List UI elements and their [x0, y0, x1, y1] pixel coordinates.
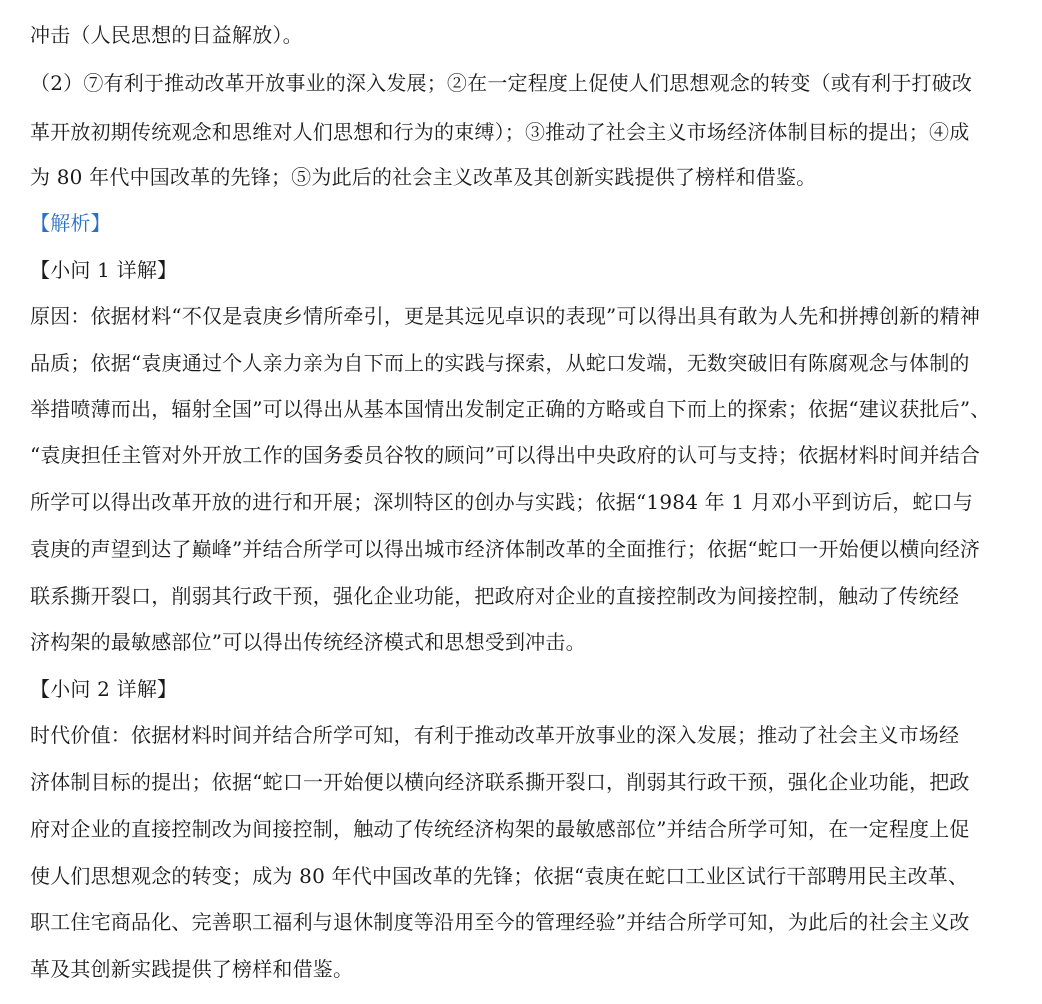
- analysis-heading: 【解析】: [30, 211, 111, 235]
- explanation-2-line-2: 济体制目标的提出；依据“蛇口一开始便以横向经济联系撕开裂口，削弱其行政干预，强化企业功能，把政: [30, 770, 970, 794]
- explanation-1-line-7: 联系撕开裂口，削弱其行政干预，强化企业功能，把政府对企业的直接控制改为间接控制，触动了传统经: [30, 584, 960, 608]
- explanation-1-line-5: 所学可以得出改革开放的进行和开展；深圳特区的创办与实践；依据“1984 年 1 月邓小平到访后，蛇口与: [30, 490, 974, 514]
- subquestion-1-heading: 【小问 1 详解】: [30, 258, 178, 282]
- answer-line-3: 革开放初期传统观念和思维对人们思想和行为的束缚）；③推动了社会主义市场经济体制目标的提出；④成: [30, 120, 970, 144]
- explanation-2-line-4: 使人们思想观念的转变；成为 80 年代中国改革的先锋；依据“袁庚在蛇口工业区试行干部聘用民主改革、: [30, 864, 969, 888]
- explanation-1-line-6: 袁庚的声望到达了巅峰”并结合所学可以得出城市经济体制改革的全面推行；依据“蛇口一开始便以横向经济: [30, 537, 981, 561]
- explanation-2-line-3: 府对企业的直接控制改为间接控制，触动了传统经济构架的最敏感部位”并结合所学可知，在一定程度上促: [30, 817, 970, 841]
- explanation-1-line-2: 品质；依据“袁庚通过个人亲力亲为自下而上的实践与探索，从蛇口发端，无数突破旧有陈腐观念与体制的: [30, 351, 970, 375]
- explanation-1-line-8: 济构架的最敏感部位”可以得出传统经济模式和思想受到冲击。: [30, 630, 586, 654]
- explanation-2-line-1: 时代价值：依据材料时间并结合所学可知，有利于推动改革开放事业的深入发展；推动了社会主义市场经: [30, 723, 960, 747]
- answer-line-1: 冲击（人民思想的日益解放）。: [30, 23, 303, 47]
- explanation-2-line-6: 革及其创新实践提供了榜样和借鉴。: [30, 957, 354, 981]
- subquestion-2-heading: 【小问 2 详解】: [30, 677, 178, 701]
- explanation-1-line-3: 举措喷薄而出，辐射全国”可以得出从基本国情出发制定正确的方略或自下而上的探索；依据“建议获批后”、: [30, 397, 991, 421]
- explanation-1-line-1: 原因：依据材料“不仅是袁庚乡情所牵引，更是其远见卓识的表现”可以得出具有敢为人先和拼搏创新的精神: [30, 304, 981, 328]
- explanation-2-line-5: 职工住宅商品化、完善职工福利与退休制度等沿用至今的管理经验”并结合所学可知，为此后的社会主义改: [30, 910, 970, 934]
- answer-line-4: 为 80 年代中国改革的先锋；⑤为此后的社会主义改革及其创新实践提供了榜样和借鉴。: [30, 165, 817, 189]
- answer-line-2: （2）⑦有利于推动改革开放事业的深入发展；②在一定程度上促使人们思想观念的转变（或有利于打破改: [30, 71, 973, 95]
- explanation-1-line-4: “袁庚担任主管对外开放工作的国务委员谷牧的顾问”可以得出中央政府的认可与支持；依据材料时间并结合: [30, 443, 981, 467]
